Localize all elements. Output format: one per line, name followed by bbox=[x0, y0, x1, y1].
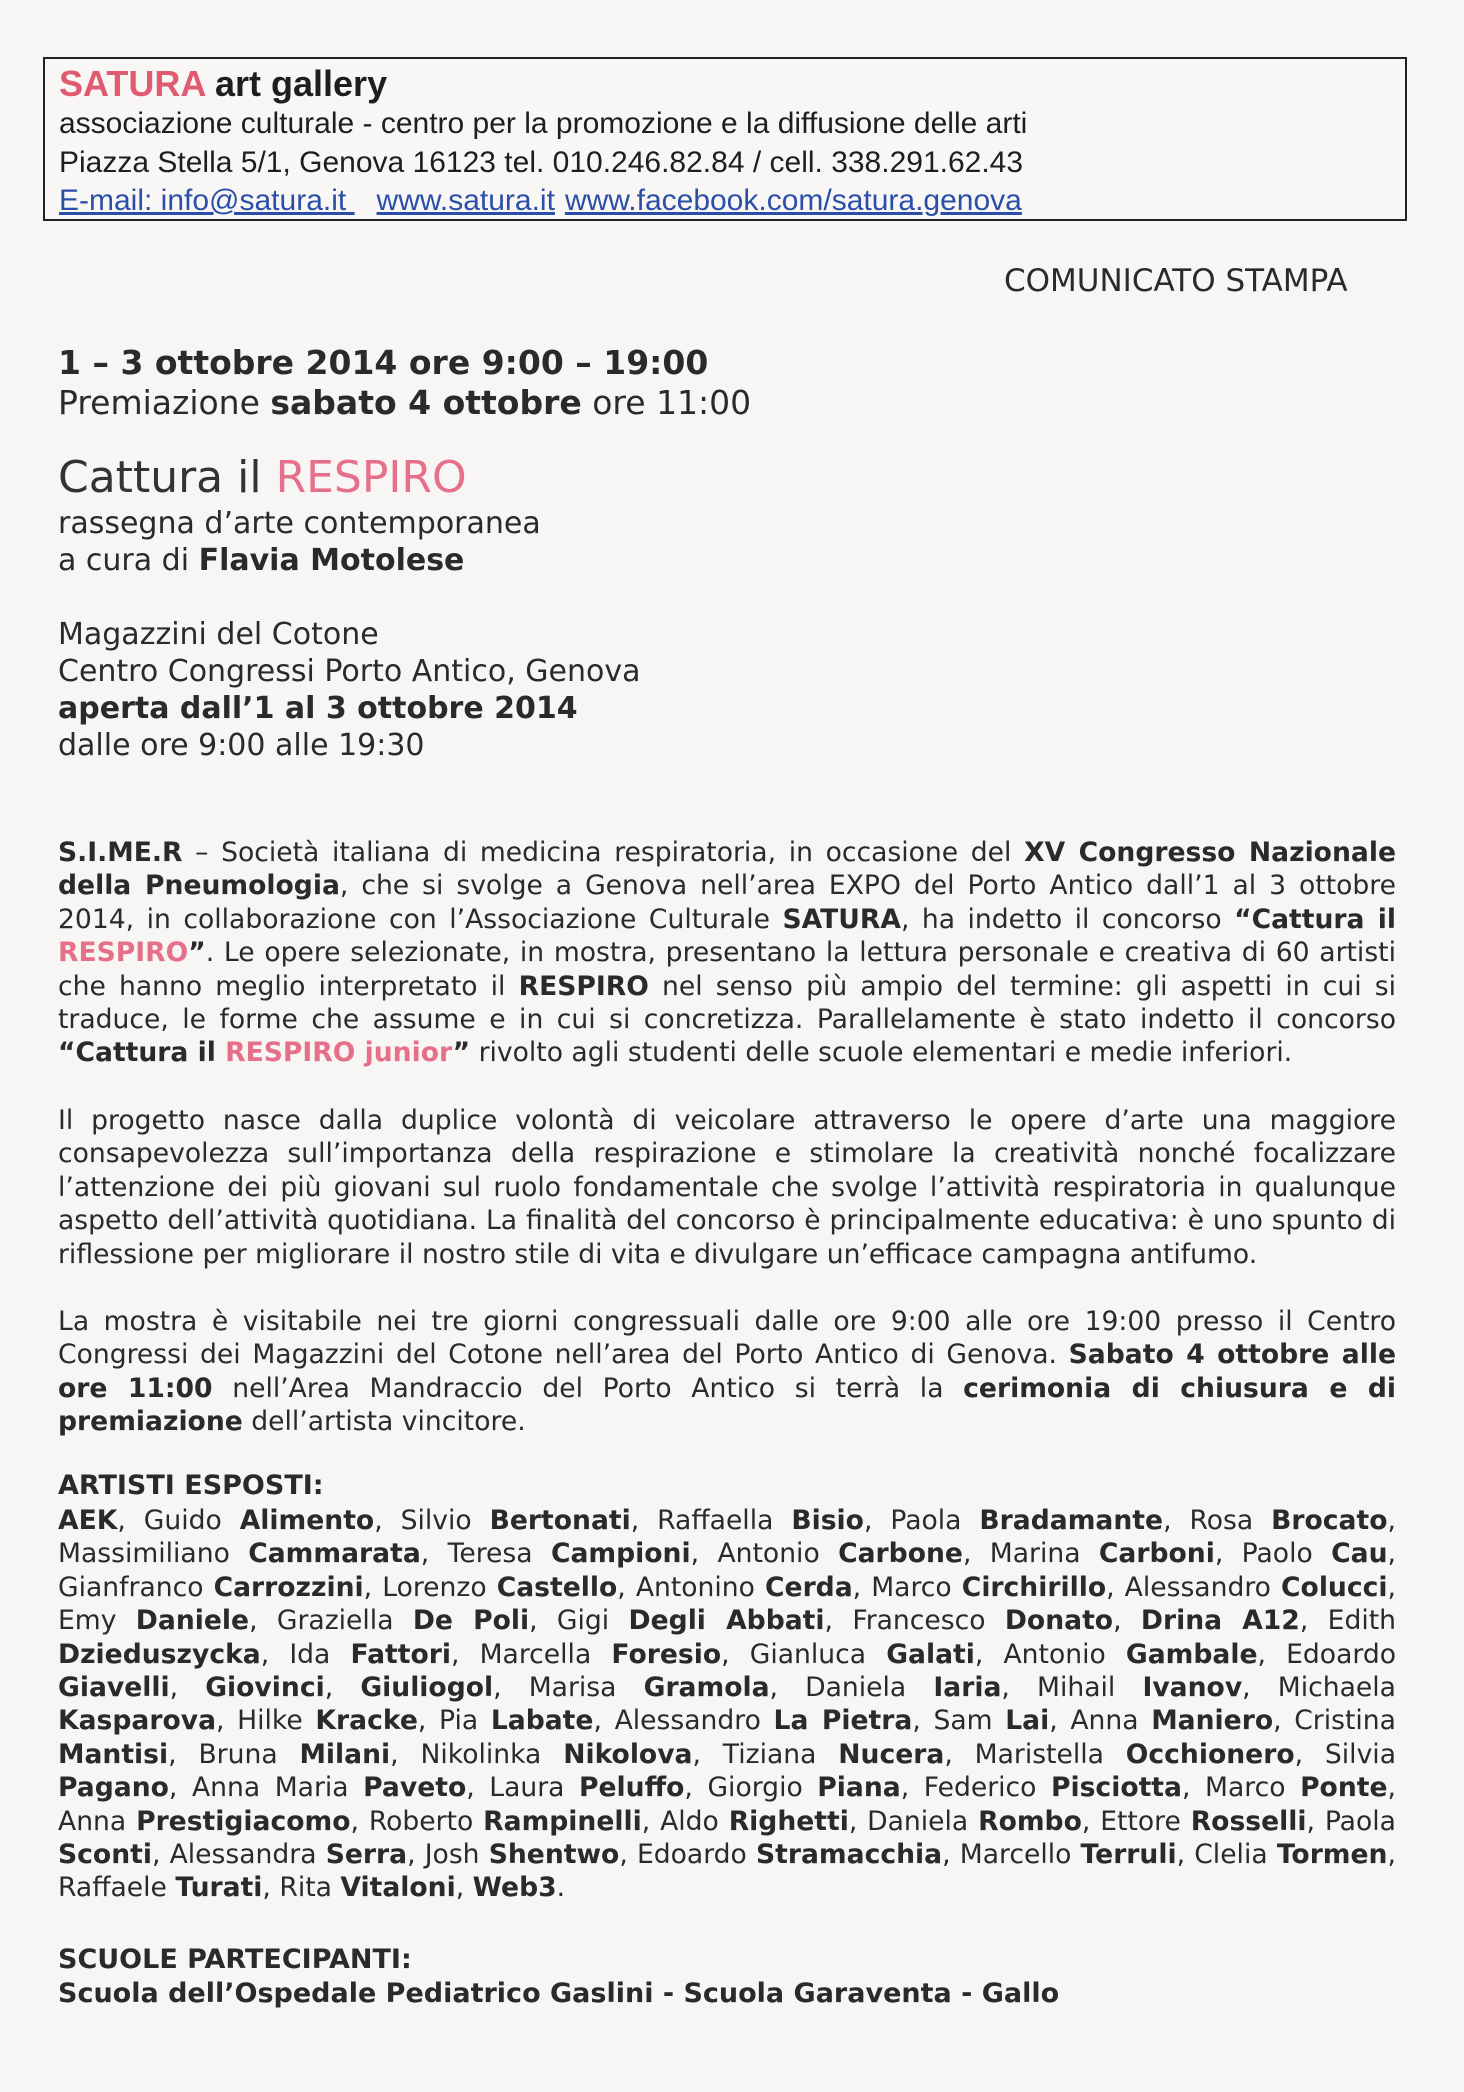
artist-entry: Emy Daniele, bbox=[58, 1605, 277, 1637]
website-link[interactable]: www.satura.it bbox=[376, 184, 555, 217]
contest-quote: ” bbox=[188, 937, 206, 969]
artist-surname: Campioni bbox=[550, 1538, 691, 1570]
artist-surname: Giuliogol bbox=[360, 1672, 494, 1704]
artist-surname: Circhirillo bbox=[961, 1571, 1107, 1603]
artist-entry: Silvia Pagano, bbox=[58, 1738, 1396, 1804]
event-title-prefix: Cattura il bbox=[58, 452, 276, 503]
artist-entry: Silvio Bertonati, bbox=[400, 1505, 658, 1536]
artist-entry: Web3. bbox=[472, 1872, 566, 1904]
artist-surname: Cau bbox=[1331, 1538, 1388, 1570]
text-run: dell’artista vincitore. bbox=[242, 1406, 526, 1438]
artist-entry: Marcello Terruli, bbox=[959, 1839, 1195, 1871]
text-run: , che si svolge a Genova nell’area EXPO del Porto Antico dall’1 al 3 ottobre 2014, in collaborazione con l’Associazione Culturale bbox=[58, 870, 1396, 935]
artist-entry: Paola Sconti, bbox=[58, 1805, 1396, 1871]
artist-surname: Degli Abbati bbox=[628, 1605, 825, 1637]
artist-surname: Drina A12 bbox=[1140, 1605, 1300, 1637]
artist-entry: Daniela Rombo, bbox=[867, 1805, 1101, 1837]
artist-surname: Lai bbox=[1005, 1705, 1050, 1737]
artist-surname: Turati bbox=[175, 1872, 263, 1904]
artist-entry: Marcella Foresio, bbox=[479, 1638, 750, 1670]
artist-surname: Daniele bbox=[135, 1605, 250, 1637]
artist-entry: Sam Lai, bbox=[933, 1705, 1071, 1737]
artist-entry: Guido Alimento, bbox=[143, 1505, 401, 1536]
artists-heading: ARTISTI ESPOSTI: bbox=[58, 1470, 324, 1501]
artist-surname: Nikolova bbox=[563, 1738, 693, 1770]
artist-surname: Brocato bbox=[1271, 1505, 1388, 1536]
curator-prefix: a cura di bbox=[58, 543, 199, 578]
artist-entry: Graziella De Poli, bbox=[276, 1605, 557, 1637]
award-prefix: Premiazione bbox=[58, 383, 271, 422]
artist-entry: Anna Maniero, bbox=[1070, 1705, 1295, 1737]
artist-surname: Rampinelli bbox=[483, 1805, 642, 1837]
artist-surname: Labate bbox=[490, 1705, 594, 1737]
artist-surname: Piana bbox=[817, 1772, 901, 1804]
artist-surname: Milani bbox=[299, 1738, 391, 1770]
project-paragraph: Il progetto nasce dalla duplice volontà di veicolare attraverso le opere d’arte una maggiore consapevolezza sull’importanza della respirazione e stimolare la creatività nonché focalizzare l’attenzione dei più giovani sul ruolo fondamentale che svolge l’attività respiratoria in qualunque aspetto dell’attività quotidiana. La finalità del concorso è principalmente educativa: è uno spunto di riflessione per migliorare il nostro stile di vita e divulgare un’efficace campagna antifumo. bbox=[58, 1105, 1396, 1270]
artist-entry: Michaela Kasparova, bbox=[58, 1672, 1396, 1737]
artist-surname: Righetti bbox=[728, 1805, 849, 1837]
text-run: – Società italiana di medicina respiratoria, in occasione del bbox=[182, 837, 1025, 868]
artist-entry: Daniela Iaria, bbox=[805, 1672, 1038, 1704]
text-run: nel senso più ampio del termine: gli aspetti in cui si traduce, le forme che assume e in cui si concretizza. Parallelamente è stato indetto il concorso bbox=[58, 970, 1396, 1036]
artist-entry: Aldo Righetti, bbox=[660, 1805, 868, 1837]
artist-entry: Anna Maria Paveto, bbox=[191, 1772, 490, 1804]
artist-entry: Alessandra Serra, bbox=[169, 1839, 425, 1871]
artist-entry: Edoardo Stramacchia, bbox=[636, 1839, 960, 1871]
simer-acronym: S.I.ME.R bbox=[58, 837, 183, 868]
artist-entry: Paola Bradamante, bbox=[890, 1505, 1190, 1536]
gallery-header-box bbox=[43, 57, 1407, 221]
artist-surname: Paveto bbox=[363, 1772, 467, 1804]
artist-surname: Alimento bbox=[239, 1505, 375, 1536]
artist-entry: Mihail Ivanov, bbox=[1037, 1672, 1278, 1704]
artist-surname: Prestigiacomo bbox=[136, 1805, 351, 1837]
event-dates: 1 – 3 ottobre 2014 ore 9:00 – 19:00 bbox=[58, 343, 709, 382]
award-day: sabato 4 ottobre bbox=[270, 383, 582, 422]
exhibition-paragraph bbox=[58, 1305, 1396, 1439]
artist-surname: Mantisi bbox=[58, 1738, 169, 1770]
venue-name: Magazzini del Cotone bbox=[58, 617, 379, 652]
artist-entry: Rita Vitaloni, bbox=[279, 1872, 473, 1904]
artist-entry: Tiziana Nucera, bbox=[722, 1738, 975, 1770]
gallery-brand-rest: art gallery bbox=[205, 63, 388, 104]
schools-heading: SCUOLE PARTECIPANTI: bbox=[58, 1944, 412, 1975]
junior-contest-name: “Cattura il bbox=[58, 1037, 226, 1069]
artist-entry: Paolo Cau, bbox=[1241, 1538, 1396, 1570]
artist-entry: Gianluca Galati, bbox=[749, 1638, 1004, 1670]
gallery-name bbox=[59, 63, 387, 105]
artist-surname: Donato bbox=[1004, 1605, 1114, 1637]
artist-entry: Drina A12, bbox=[1140, 1605, 1328, 1637]
artist-entry: Pia Labate, bbox=[439, 1705, 615, 1737]
text-run: . Le opere selezionate, in mostra, presentano la lettura personale e creativa di 60 artisti che hanno meglio interpretato il bbox=[58, 937, 1396, 1002]
artist-entry: Hilke Kracke, bbox=[237, 1705, 439, 1737]
artist-entry: Gianfranco Carrozzini, bbox=[58, 1571, 383, 1603]
artist-surname: Carboni bbox=[1098, 1538, 1215, 1570]
artist-entry: Nikolinka Nikolova, bbox=[420, 1738, 723, 1770]
artist-entry: Giorgio Piana, bbox=[707, 1772, 924, 1804]
artist-entry: Gigi Degli Abbati, bbox=[556, 1605, 853, 1637]
artist-entry: AEK, bbox=[58, 1505, 144, 1536]
artist-entry: Marisa Gramola, bbox=[528, 1672, 806, 1704]
artist-entry: Antonio Gambale, bbox=[1003, 1638, 1287, 1670]
artist-surname: Kracke bbox=[315, 1705, 418, 1737]
artist-surname: Rosselli bbox=[1190, 1805, 1307, 1837]
artist-surname: Rombo bbox=[978, 1805, 1082, 1837]
gallery-address: Piazza Stella 5/1, Genova 16123 tel. 010.246.82.84 / cell. 338.291.62.43 bbox=[59, 146, 1024, 179]
event-curator bbox=[58, 543, 464, 578]
award-schedule bbox=[58, 383, 751, 422]
artist-surname: Fattori bbox=[350, 1638, 451, 1670]
artist-entry: Ettore Rosselli, bbox=[1100, 1805, 1325, 1837]
text-run: , ha indetto il concorso bbox=[900, 903, 1235, 935]
contest-accent: RESPIRO bbox=[58, 937, 189, 969]
artist-surname: Giovinci bbox=[205, 1672, 325, 1704]
artist-surname: Ponte bbox=[1300, 1772, 1388, 1804]
artist-entry: Giuliogol, bbox=[360, 1672, 529, 1704]
artist-entry: Antonio Carbone, bbox=[717, 1538, 990, 1570]
artist-surname: Terruli bbox=[1080, 1839, 1177, 1871]
artist-surname: La Pietra bbox=[773, 1705, 913, 1737]
artist-entry: Laura Peluffo, bbox=[489, 1772, 708, 1804]
artist-surname: Carbone bbox=[838, 1538, 963, 1570]
artist-surname: Kasparova bbox=[58, 1705, 217, 1737]
press-release-label: COMUNICATO STAMPA bbox=[1004, 263, 1348, 299]
email-link[interactable]: E-mail: info@satura.it bbox=[59, 184, 355, 217]
artist-surname: Dzieduszycka bbox=[58, 1638, 261, 1670]
artist-surname: Peluffo bbox=[579, 1772, 685, 1804]
intro-paragraph bbox=[58, 836, 1396, 1070]
artist-surname: Castello bbox=[496, 1571, 618, 1603]
artist-entry: Cristina Mantisi, bbox=[58, 1705, 1396, 1770]
ceremony-name: cerimonia di chiusura e di premiazione bbox=[58, 1372, 1396, 1438]
satura-name: SATURA bbox=[782, 903, 901, 935]
ceremony-date: Sabato 4 ottobre alle ore 11:00 bbox=[58, 1339, 1396, 1404]
artist-surname: Gambale bbox=[1125, 1638, 1258, 1670]
event-title bbox=[58, 452, 467, 503]
contest-name: “Cattura il bbox=[1234, 903, 1396, 935]
artist-entry: Lorenzo Castello, bbox=[382, 1571, 636, 1603]
text-run: La mostra è visitabile nei tre giorni congressuali dalle ore 9:00 alle ore 19:00 presso il Centro Congressi dei Magazzini del Cotone nell’area del Porto Antico di Genova. bbox=[58, 1306, 1396, 1371]
artist-surname: Ivanov bbox=[1142, 1672, 1243, 1704]
artist-surname: AEK bbox=[58, 1505, 118, 1536]
venue-hours: dalle ore 9:00 alle 19:30 bbox=[58, 728, 425, 763]
artist-entry: Giovinci, bbox=[205, 1672, 361, 1704]
artist-surname: Serra bbox=[325, 1839, 408, 1871]
artist-entry: Alessandro Colucci, bbox=[1124, 1571, 1396, 1603]
artist-surname: Web3 bbox=[472, 1872, 557, 1904]
venue-dates: aperta dall’1 al 3 ottobre 2014 bbox=[58, 691, 578, 726]
congress-name: XV Congresso Nazionale della Pneumologia bbox=[58, 837, 1396, 902]
artist-surname: Colucci bbox=[1281, 1571, 1388, 1603]
artist-entry: Anna Prestigiacomo, bbox=[58, 1805, 369, 1837]
artists-list bbox=[58, 1504, 1396, 1905]
artist-entry: Alessandro La Pietra, bbox=[614, 1705, 934, 1737]
event-subtitle: rassegna d’arte contemporanea bbox=[58, 506, 541, 541]
artist-surname: Giavelli bbox=[58, 1672, 170, 1704]
event-title-accent: RESPIRO bbox=[275, 452, 467, 503]
artist-entry: Clelia Tormen, bbox=[1194, 1839, 1396, 1871]
artist-entry: Federico Pisciotta, bbox=[923, 1772, 1205, 1804]
artist-surname: Maniero bbox=[1151, 1705, 1274, 1737]
artist-surname: Cerda bbox=[765, 1571, 853, 1603]
artist-entry: Marco Ponte, bbox=[1205, 1772, 1396, 1804]
artist-surname: Pisciotta bbox=[1051, 1772, 1182, 1804]
artist-entry: Rosa Brocato, bbox=[1189, 1505, 1396, 1536]
artist-entry: Edith Dzieduszycka, bbox=[58, 1605, 1396, 1670]
artist-surname: Nucera bbox=[838, 1738, 945, 1770]
artist-surname: Sconti bbox=[58, 1839, 152, 1871]
artist-entry: Bruna Milani, bbox=[198, 1738, 421, 1770]
gallery-subtitle: associazione culturale - centro per la promozione e la diffusione delle arti bbox=[59, 107, 1028, 140]
artist-entry: Francesco Donato, bbox=[852, 1605, 1141, 1637]
artist-surname: Bradamante bbox=[979, 1505, 1164, 1536]
artist-surname: Bisio bbox=[791, 1505, 864, 1536]
artist-entry: Teresa Campioni, bbox=[447, 1538, 718, 1570]
curator-name: Flavia Motolese bbox=[198, 543, 465, 578]
artist-entry: Massimiliano Cammarata, bbox=[58, 1538, 448, 1570]
artist-surname: Galati bbox=[886, 1638, 975, 1670]
artist-entry: Marco Circhirillo, bbox=[871, 1571, 1125, 1603]
artist-entry: Edoardo Giavelli, bbox=[58, 1638, 1396, 1704]
junior-contest-accent: RESPIRO junior bbox=[225, 1037, 453, 1069]
gallery-brand: SATURA bbox=[59, 63, 205, 104]
artist-entry: Josh Shentwo, bbox=[424, 1839, 637, 1871]
artist-entry: Raffaella Bisio, bbox=[657, 1505, 891, 1536]
artist-surname: Bertonati bbox=[489, 1505, 631, 1536]
artist-entry: Ida Fattori, bbox=[289, 1638, 480, 1670]
facebook-link[interactable]: www.facebook.com/satura.genova bbox=[564, 184, 1022, 217]
artist-entry: Maristella Occhionero, bbox=[974, 1738, 1325, 1770]
artist-surname: Occhionero bbox=[1125, 1738, 1295, 1770]
venue-location: Centro Congressi Porto Antico, Genova bbox=[58, 654, 641, 689]
artist-entry: Raffaele Turati, bbox=[58, 1872, 280, 1904]
artist-surname: Cammarata bbox=[248, 1538, 421, 1570]
artist-surname: Foresio bbox=[611, 1638, 722, 1670]
schools-list: Scuola dell’Ospedale Pediatrico Gaslini - Scuola Garaventa - Gallo bbox=[58, 1978, 1060, 2009]
artist-surname: Gramola bbox=[643, 1672, 770, 1704]
artist-surname: Shentwo bbox=[488, 1839, 620, 1871]
artist-surname: De Poli bbox=[412, 1605, 530, 1637]
gallery-links bbox=[59, 184, 1022, 218]
artist-surname: Vitaloni bbox=[340, 1872, 456, 1904]
artist-entry: Roberto Rampinelli, bbox=[368, 1805, 661, 1837]
artist-surname: Stramacchia bbox=[756, 1839, 943, 1871]
artist-surname: Carrozzini bbox=[213, 1571, 364, 1603]
text-run: nell’Area Mandraccio del Porto Antico si terrà la bbox=[212, 1372, 964, 1404]
text-run: rivolto agli studenti delle scuole elementari e medie inferiori. bbox=[470, 1037, 1293, 1069]
artist-surname: Tormen bbox=[1276, 1839, 1388, 1871]
respiro-word: RESPIRO bbox=[518, 970, 649, 1002]
artist-entry: Marina Carboni, bbox=[989, 1538, 1242, 1570]
award-time: ore 11:00 bbox=[581, 383, 752, 422]
artist-surname: Iaria bbox=[933, 1672, 1002, 1704]
junior-contest-quote: ” bbox=[452, 1037, 471, 1069]
artist-surname: Pagano bbox=[58, 1772, 169, 1804]
artist-entry: Antonino Cerda, bbox=[635, 1571, 872, 1603]
